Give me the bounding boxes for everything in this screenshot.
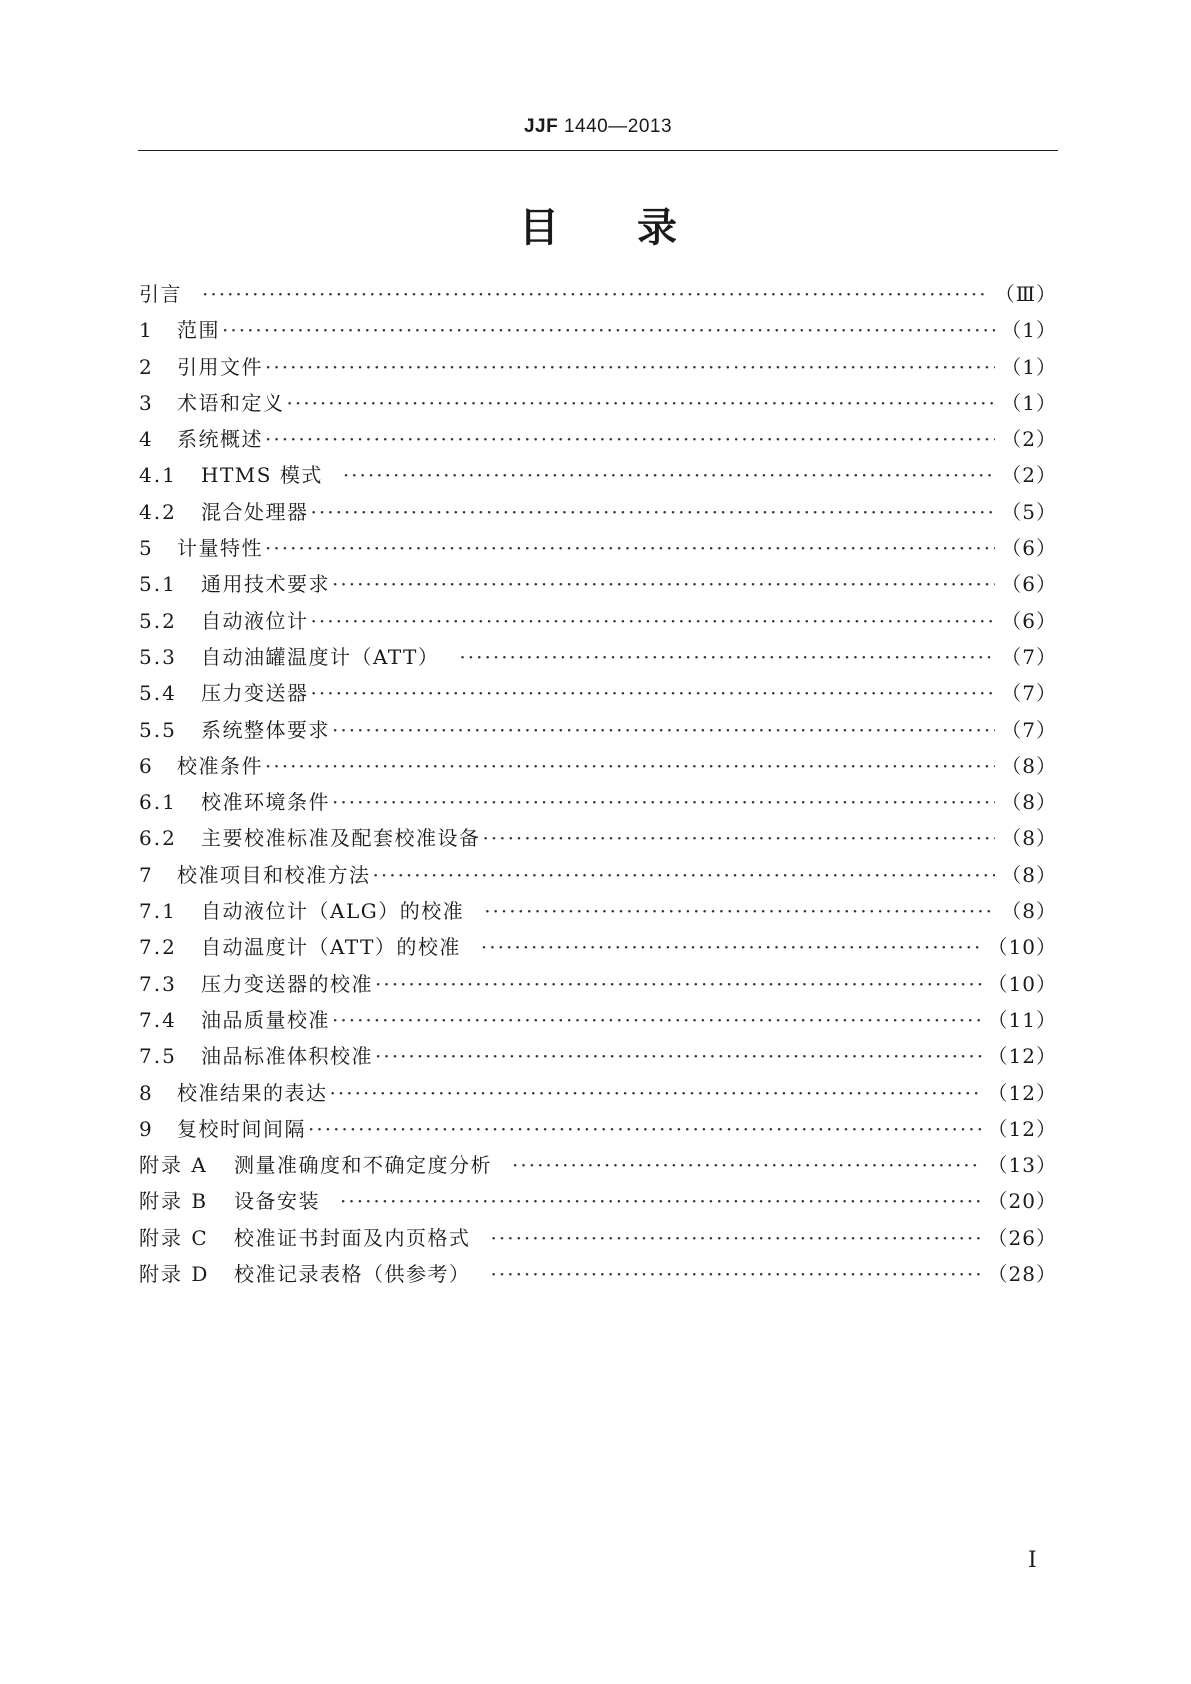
toc-entry-page: （1） xyxy=(1001,318,1057,343)
toc-entry-number: 7.3 xyxy=(139,971,177,996)
toc-entry-page: （1） xyxy=(1001,354,1057,379)
toc-entry[interactable] xyxy=(139,276,1057,312)
toc-entry-number: 2 xyxy=(139,354,154,379)
toc-entry-page: （11） xyxy=(987,1007,1057,1032)
toc-dot-leader xyxy=(332,712,995,748)
toc-entry-title: 测量准确度和不确定度分析 xyxy=(234,1153,492,1178)
toc-entry-number: 7.5 xyxy=(139,1044,177,1069)
page-title: 目录 xyxy=(519,205,755,251)
toc-entry-page: （8） xyxy=(1001,790,1057,815)
toc-entry-title: 自动液位计（ALG）的校准 xyxy=(201,899,465,924)
toc-entry[interactable] xyxy=(139,784,1057,820)
toc-dot-leader xyxy=(375,1038,982,1074)
toc-entry[interactable] xyxy=(139,1220,1057,1256)
toc-entry-page: （1） xyxy=(1001,390,1057,415)
toc-entry[interactable] xyxy=(139,1256,1057,1292)
toc-entry[interactable] xyxy=(139,385,1057,421)
toc-entry-number: 4.1 xyxy=(139,463,177,488)
toc-entry[interactable] xyxy=(139,966,1057,1002)
toc-entry-page: （8） xyxy=(1001,862,1057,887)
toc-dot-leader xyxy=(330,1075,982,1111)
toc-entry-number: 附录 D xyxy=(139,1262,210,1287)
header-rule xyxy=(138,150,1058,151)
toc-entry-title: 油品标准体积校准 xyxy=(201,1044,373,1069)
toc-entry[interactable] xyxy=(139,312,1057,348)
toc-entry-page: （13） xyxy=(987,1153,1057,1178)
toc-entry-number: 7.1 xyxy=(139,899,177,924)
toc-dot-leader xyxy=(491,1256,982,1292)
toc-dot-leader xyxy=(481,929,982,965)
toc-entry-page: （5） xyxy=(1001,499,1057,524)
toc-entry[interactable] xyxy=(139,929,1057,965)
toc-entry-title: 校准项目和校准方法 xyxy=(177,862,371,887)
toc-dot-leader xyxy=(265,349,995,385)
toc-entry-page: （6） xyxy=(1001,536,1057,561)
toc-entry-number: 4 xyxy=(139,427,154,452)
toc-dot-leader xyxy=(311,675,996,711)
standard-code: JJF xyxy=(523,116,559,137)
toc-entry-title: 校准环境条件 xyxy=(201,790,330,815)
toc-entry-page: （6） xyxy=(1001,608,1057,633)
toc-entry-page: （10） xyxy=(987,971,1057,996)
toc-entry-title: 压力变送器的校准 xyxy=(201,971,373,996)
toc-entry-page: （Ⅲ） xyxy=(994,282,1057,306)
toc-dot-leader xyxy=(332,566,995,602)
toc-entry-page: （7） xyxy=(1001,717,1057,742)
toc-entry-number: 7.4 xyxy=(139,1007,177,1032)
toc-entry-title: 通用技术要求 xyxy=(201,572,330,597)
toc-dot-leader xyxy=(332,784,995,820)
toc-entry-page: （26） xyxy=(987,1225,1057,1250)
document-header xyxy=(138,116,1058,138)
toc-entry-page: （7） xyxy=(1001,681,1057,706)
toc-entry[interactable] xyxy=(139,530,1057,566)
toc-entry[interactable] xyxy=(139,603,1057,639)
toc-dot-leader xyxy=(373,857,996,893)
toc-entry-number: 8 xyxy=(139,1080,154,1105)
toc-entry-page: （8） xyxy=(1001,753,1057,778)
toc-entry-number: 5.3 xyxy=(139,644,177,669)
toc-entry-number: 3 xyxy=(139,390,154,415)
toc-entry[interactable] xyxy=(139,566,1057,602)
toc-entry-page: （8） xyxy=(1001,826,1057,851)
toc-entry-title: 复校时间间隔 xyxy=(177,1116,306,1141)
toc-entry-page: （12） xyxy=(987,1044,1057,1069)
toc-entry[interactable] xyxy=(139,1002,1057,1038)
toc-entry-title: 系统概述 xyxy=(177,427,263,452)
toc-dot-leader xyxy=(287,385,996,421)
toc-entry-title: 引用文件 xyxy=(177,354,263,379)
toc-entry-title: 设备安装 xyxy=(234,1189,320,1214)
toc-dot-leader xyxy=(265,530,995,566)
toc-entry-number: 附录 C xyxy=(139,1225,209,1250)
toc-entry[interactable] xyxy=(139,1075,1057,1111)
toc-entry-title: 混合处理器 xyxy=(201,499,309,524)
toc-entry[interactable] xyxy=(139,1183,1057,1219)
toc-entry-title: 术语和定义 xyxy=(177,390,285,415)
toc-entry-title: 引言 xyxy=(139,282,182,306)
toc-entry-page: （10） xyxy=(987,935,1057,960)
toc-entry[interactable] xyxy=(139,1147,1057,1183)
toc-dot-leader xyxy=(483,820,996,856)
toc-entry-title: 校准结果的表达 xyxy=(177,1080,328,1105)
toc-entry-page: （28） xyxy=(987,1262,1057,1287)
toc-entry[interactable] xyxy=(139,675,1057,711)
toc-entry-page: （12） xyxy=(987,1080,1057,1105)
toc-entry[interactable] xyxy=(139,857,1057,893)
toc-dot-leader xyxy=(343,457,995,493)
toc-entry-title: 自动油罐温度计（ATT） xyxy=(201,644,440,669)
toc-entry[interactable] xyxy=(139,820,1057,856)
toc-dot-leader xyxy=(340,1183,982,1219)
toc-entry-page: （7） xyxy=(1001,644,1057,669)
toc-entry-number: 附录 B xyxy=(139,1189,209,1214)
toc-entry-title: HTMS 模式 xyxy=(201,463,323,488)
toc-entry-title: 校准条件 xyxy=(177,753,263,778)
toc-entry[interactable] xyxy=(139,893,1057,929)
toc-dot-leader xyxy=(332,1002,982,1038)
toc-entry-number: 5.4 xyxy=(139,681,177,706)
toc-entry-title: 范围 xyxy=(177,318,220,343)
toc-entry-number: 1 xyxy=(139,318,154,343)
toc-dot-leader xyxy=(222,312,995,348)
toc-entry-title: 自动液位计 xyxy=(201,608,309,633)
toc-entry-number: 7.2 xyxy=(139,935,177,960)
toc-dot-leader xyxy=(311,494,996,530)
toc-dot-leader xyxy=(311,603,996,639)
toc-entry-title: 系统整体要求 xyxy=(201,717,330,742)
toc-entry-number: 6.1 xyxy=(139,790,177,815)
table-of-contents xyxy=(139,276,1057,1292)
toc-entry[interactable] xyxy=(139,494,1057,530)
toc-entry[interactable] xyxy=(139,639,1057,675)
toc-entry-page: （20） xyxy=(987,1189,1057,1214)
toc-entry-title: 校准证书封面及内页格式 xyxy=(234,1225,471,1250)
toc-entry-title: 主要校准标准及配套校准设备 xyxy=(201,826,481,851)
toc-dot-leader xyxy=(265,421,995,457)
toc-entry[interactable] xyxy=(139,712,1057,748)
toc-dot-leader xyxy=(512,1147,982,1183)
toc-entry[interactable] xyxy=(139,421,1057,457)
toc-dot-leader xyxy=(375,966,982,1002)
standard-number: 1440—2013 xyxy=(563,116,673,137)
toc-dot-leader xyxy=(265,748,995,784)
toc-entry-page: （6） xyxy=(1001,572,1057,597)
toc-entry-number: 9 xyxy=(139,1116,154,1141)
toc-dot-leader xyxy=(459,639,995,675)
toc-entry-number: 附录 A xyxy=(139,1153,208,1178)
toc-entry-title: 自动温度计（ATT）的校准 xyxy=(201,935,461,960)
toc-entry[interactable] xyxy=(139,457,1057,493)
toc-dot-leader xyxy=(308,1111,982,1147)
toc-entry-title: 计量特性 xyxy=(177,536,263,561)
toc-entry-page: （2） xyxy=(1001,427,1057,452)
toc-dot-leader xyxy=(202,276,989,312)
toc-entry-number: 5.5 xyxy=(139,717,177,742)
toc-entry-number: 7 xyxy=(139,862,154,887)
toc-entry-number: 6 xyxy=(139,753,154,778)
toc-entry-title: 压力变送器 xyxy=(201,681,309,706)
toc-dot-leader xyxy=(491,1220,982,1256)
toc-entry[interactable] xyxy=(139,1111,1057,1147)
toc-entry-number: 6.2 xyxy=(139,826,177,851)
page-number: I xyxy=(1028,1548,1037,1573)
toc-entry-title: 油品质量校准 xyxy=(201,1007,330,1032)
toc-entry-number: 5 xyxy=(139,536,154,561)
toc-dot-leader xyxy=(484,893,995,929)
toc-entry-page: （8） xyxy=(1001,899,1057,924)
toc-entry-page: （2） xyxy=(1001,463,1057,488)
toc-entry-number: 5.2 xyxy=(139,608,177,633)
toc-entry-page: （12） xyxy=(987,1116,1057,1141)
toc-entry-number: 5.1 xyxy=(139,572,177,597)
toc-entry-title: 校准记录表格（供参考） xyxy=(234,1262,471,1287)
toc-entry[interactable] xyxy=(139,349,1057,385)
toc-entry[interactable] xyxy=(139,748,1057,784)
toc-entry[interactable] xyxy=(139,1038,1057,1074)
toc-entry-number: 4.2 xyxy=(139,499,177,524)
